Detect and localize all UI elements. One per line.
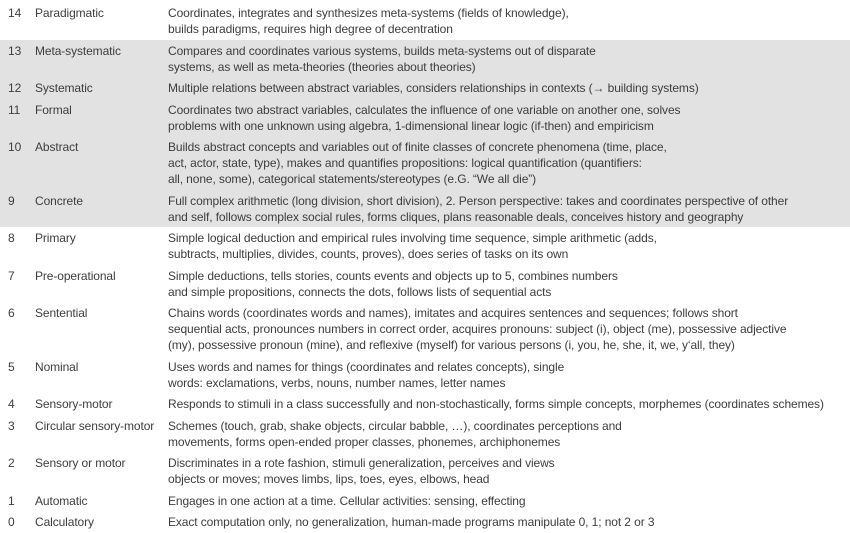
description-line: Multiple relations between abstract variables, considers relationships in contexts (→ building systems) — [168, 81, 699, 95]
description-line: Schemes (touch, grab, shake objects, circular babble, …), coordinates perceptions and — [168, 418, 622, 433]
stage-description — [168, 139, 850, 187]
stage-order: 11 — [8, 102, 21, 117]
stage-name: Sensory or motor — [35, 456, 126, 470]
stage-description — [168, 5, 850, 37]
stage-row — [0, 393, 850, 415]
stage-order: 5 — [8, 359, 15, 374]
stage-name: Systematic — [35, 81, 93, 95]
stage-order: 0 — [8, 515, 15, 529]
stage-row — [0, 452, 850, 490]
stage-description — [168, 305, 850, 353]
description-line: Uses words and names for things (coordinates and relates concepts), single — [168, 359, 565, 374]
stage-order: 8 — [8, 231, 15, 245]
stage-description — [168, 455, 850, 487]
stage-row — [0, 227, 850, 265]
description-line: movements, forms open-ended proper classes, phonemes, archiphonemes — [168, 434, 561, 449]
description-line: and self, follows complex social rules, forms cliques, plans reasonable deals, conceives history and geography — [168, 209, 744, 224]
stage-order: 12 — [8, 81, 22, 95]
description-line: Simple deductions, tells stories, counts events and objects up to 5, combines numbers — [168, 268, 618, 283]
stage-name: Calculatory — [35, 515, 94, 529]
description-line: Responds to stimuli in a class successfully and non-stochastically, forms simple concepts, morphemes (coordinates schemes) — [168, 397, 824, 411]
stage-name: Primary — [35, 231, 76, 245]
description-line: (my), possessive pronoun (mine), and reflexive (myself) for various persons (i, you, he, she, it, we, y‘all, they) — [168, 338, 735, 352]
stage-row — [0, 265, 850, 303]
stage-name: Sensory-motor — [35, 397, 113, 411]
description-line: objects or moves; moves limbs, lips, toes, eyes, elbows, head — [168, 472, 490, 486]
stage-name: Circular sensory-motor — [35, 418, 155, 433]
stage-name: Nominal — [35, 359, 79, 374]
stage-description — [168, 359, 850, 391]
stage-description — [168, 80, 850, 96]
stage-row — [0, 99, 850, 137]
stage-order: 14 — [8, 6, 22, 20]
description-line: Chains words (coordinates words and names), imitates and acquires sentences and sequences; follows short — [168, 306, 738, 320]
description-line: Builds abstract concepts and variables out of finite classes of concrete phenomena (time, place, — [168, 140, 667, 154]
stage-order: 6 — [8, 306, 15, 320]
description-line: Engages in one action at a time. Cellular activities: sensing, effecting — [168, 493, 526, 508]
stage-order: 9 — [8, 193, 15, 208]
stage-description — [168, 43, 850, 75]
description-line: act, actor, state, type), makes and quantifies propositions: logical quantification (quantifiers: — [168, 156, 642, 170]
stage-row — [0, 511, 850, 533]
stage-name: Automatic — [35, 493, 88, 508]
description-line: systems, as well as meta-theories (theories about theories) — [168, 59, 476, 74]
stage-description — [168, 396, 850, 412]
stage-name: Meta-systematic — [35, 43, 121, 58]
description-line: builds paradigms, requires high degree of decentration — [168, 22, 453, 36]
stage-description — [168, 102, 850, 134]
stage-row — [0, 190, 850, 228]
stage-row — [0, 415, 850, 453]
stage-row — [0, 490, 850, 512]
description-line: sequential acts, pronounces numbers in correct order, acquires pronouns: subject (i), object (me), possessive adjective — [168, 322, 787, 336]
stage-row — [0, 136, 850, 190]
stage-order: 2 — [8, 456, 15, 470]
stage-name: Abstract — [35, 140, 79, 154]
stage-row — [0, 40, 850, 78]
description-line: Coordinates, integrates and synthesizes meta-systems (fields of knowledge), — [168, 6, 569, 20]
description-line: and simple propositions, connects the dots, follows lists of sequential acts — [168, 284, 552, 299]
stage-row — [0, 2, 850, 40]
stage-order: 13 — [8, 43, 22, 58]
stage-description — [168, 230, 850, 262]
stage-name: Formal — [35, 102, 72, 117]
description-line: problems with one unknown using algebra, 1-dimensional linear logic (if-then) and empiricism — [168, 118, 654, 133]
stage-row — [0, 302, 850, 356]
stage-description — [168, 193, 850, 225]
stage-order: 10 — [8, 140, 22, 154]
stage-name: Concrete — [35, 193, 83, 208]
description-line: Full complex arithmetic (long division, short division), 2. Person perspective: takes and coordinates perspective of other — [168, 193, 789, 208]
description-line: words: exclamations, verbs, nouns, number names, letter names — [168, 375, 506, 390]
stage-name: Pre-operational — [35, 268, 116, 283]
stage-description — [168, 268, 850, 300]
stage-description — [168, 418, 850, 450]
stage-description — [168, 514, 850, 530]
stage-row — [0, 77, 850, 99]
description-line: all, none, some), categorical statements/stereotypes (e.G. “We all die”) — [168, 172, 537, 186]
description-line: Coordinates two abstract variables, calculates the influence of one variable on another one, solves — [168, 102, 681, 117]
description-line: Compares and coordinates various systems, builds meta-systems out of disparate — [168, 43, 596, 58]
stage-row — [0, 356, 850, 394]
stage-order: 4 — [8, 397, 15, 411]
description-line: subtracts, multiplies, divides, counts, proves), does series of tasks on its own — [168, 247, 569, 261]
stage-order: 3 — [8, 418, 15, 433]
stage-order: 7 — [8, 268, 15, 283]
description-line: Exact computation only, no generalization, human-made programs manipulate 0, 1; not 2 or 3 — [168, 515, 655, 529]
stage-description — [168, 493, 850, 509]
stage-name: Paradigmatic — [35, 6, 104, 20]
description-line: Simple logical deduction and empirical rules involving time sequence, simple arithmetic (adds, — [168, 231, 657, 245]
stage-order: 1 — [8, 493, 15, 508]
description-line: Discriminates in a rote fashion, stimuli generalization, perceives and views — [168, 456, 555, 470]
stage-name: Sentential — [35, 306, 88, 320]
